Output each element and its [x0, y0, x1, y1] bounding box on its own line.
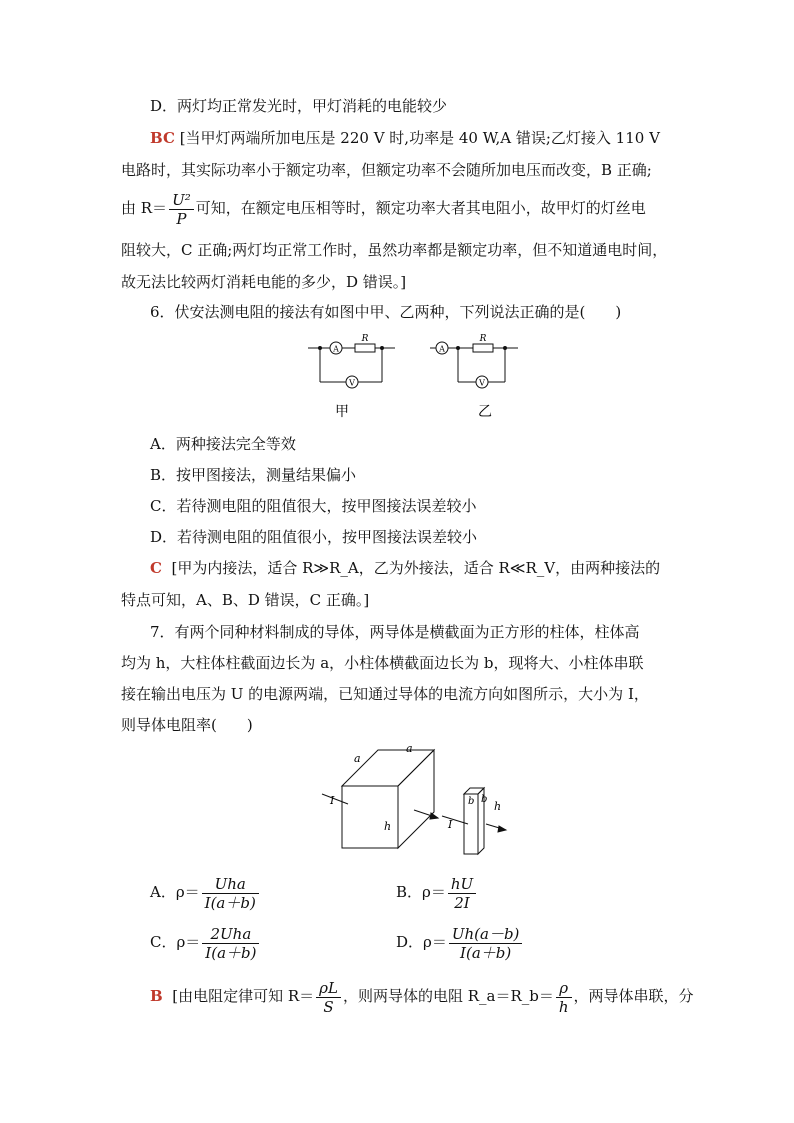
q7-opt-b-den: 2I: [454, 893, 470, 912]
q7-stem-2: 均为 h，大柱体柱截面边长为 a，小柱体横截面边长为 b，现将大、小柱体串联: [121, 654, 644, 672]
label-h-small: h: [494, 800, 502, 813]
figure-label-jia: 甲: [335, 404, 349, 420]
voltmeter-label-jia: V: [349, 378, 355, 388]
resistor-label-yi: R: [479, 334, 487, 344]
q7-option-b: [396, 872, 478, 912]
q5-answer: BC: [150, 129, 175, 147]
q7-exp-den-1: S: [323, 997, 334, 1016]
q7-opt-b-num: hU: [448, 875, 476, 894]
q7-opt-c-den: I(a＋b): [205, 943, 257, 962]
q7-option-c: [150, 922, 261, 962]
q6-explanation-2: 特点可知，A、B、D 错误，C 正确。]: [121, 591, 370, 609]
q7-opt-a-label: A．ρ＝: [150, 883, 200, 901]
q7-exp-frac-1: [316, 979, 341, 1016]
q7-exp-frac-2: [556, 979, 572, 1016]
q7-opt-b-label: B．ρ＝: [396, 883, 446, 901]
q7-opt-d-frac: [449, 925, 523, 962]
q7-answer: B: [150, 987, 163, 1005]
q7-exp-mid: ，则两导体的电阻 R_a＝R_b＝: [342, 987, 554, 1005]
q5-fraction: [169, 191, 194, 228]
q7-opt-c-num: 2Uha: [202, 925, 259, 944]
q5-explanation-3: [121, 188, 646, 228]
q7-conductor-figure: [318, 742, 518, 857]
q7-stem-4: 则导体电阻率( ): [121, 716, 253, 734]
q5-explanation-2: 电路时，其实际功率小于额定功率，但额定功率不会随所加电压而改变，B 正确;: [121, 161, 652, 179]
q6-answer: C: [150, 559, 162, 577]
q7-stem-1: 7．有两个同种材料制成的导体，两导体是横截面为正方形的柱体，柱体高: [150, 623, 640, 641]
q5-frac-num: U²: [169, 191, 194, 210]
q7-exp-den-2: h: [558, 997, 569, 1016]
q6-option-c: C．若待测电阻的阻值很大，按甲图接法误差较小: [150, 497, 477, 515]
label-a-top: a: [406, 742, 413, 755]
q5-frac-den: P: [176, 209, 187, 228]
q7-opt-d-num: Uh(a－b): [449, 925, 523, 944]
q6-explanation-1: [甲为内接法，适合 R≫R_A，乙为外接法，适合 R≪R_V，由两种接法的: [171, 559, 661, 577]
figure-label-yi: 乙: [478, 404, 492, 420]
q7-opt-c-frac: [202, 925, 259, 962]
q5-explanation-1: [当甲灯两端所加电压是 220 V 时,功率是 40 W,A 错误;乙灯接入 110 V: [179, 129, 660, 147]
q7-opt-b-frac: [448, 875, 476, 912]
q7-stem-3: 接在输出电压为 U 的电源两端，已知通过导体的电流方向如图所示，大小为 I，: [121, 685, 649, 703]
q7-opt-a-num: Uha: [202, 875, 259, 894]
label-b-2: b: [481, 794, 488, 805]
q7-exp-num-1: ρL: [316, 979, 341, 998]
q7-opt-d-den: I(a＋b): [460, 943, 512, 962]
q7-opt-a-den: I(a＋b): [204, 893, 256, 912]
q6-option-b: B．按甲图接法，测量结果偏小: [150, 466, 357, 484]
q5-answer-line: [150, 128, 660, 148]
q5-option-d: D．两灯均正常发光时，甲灯消耗的电能较少: [150, 97, 448, 115]
label-b-1: b: [468, 796, 475, 807]
q7-option-a: [150, 872, 261, 912]
ammeter-label-jia: A: [333, 344, 339, 354]
label-a-left: a: [354, 752, 361, 765]
q6-answer-line: [150, 558, 660, 578]
q5-explanation-4: 阻较大，C 正确;两灯均正常工作时，虽然功率都是额定功率，但不知道通电时间，: [121, 241, 668, 259]
q7-answer-line: [150, 976, 694, 1016]
q5-exp3-pre: 由 R＝: [121, 199, 168, 217]
q5-explanation-5: 故无法比较两灯消耗电能的多少，D 错误。]: [121, 273, 407, 291]
q7-exp-pre: [由电阻定律可知 R＝: [172, 987, 315, 1005]
q7-opt-a-frac: [202, 875, 259, 912]
q7-option-d: [396, 922, 524, 962]
q7-opt-d-label: D．ρ＝: [396, 933, 447, 951]
label-I-left: I: [330, 794, 335, 807]
q7-exp-post: ，两导体串联，分: [573, 987, 694, 1005]
voltmeter-label-yi: V: [479, 378, 485, 388]
q6-option-a: A．两种接法完全等效: [150, 435, 296, 453]
ammeter-label-yi: A: [439, 344, 445, 354]
label-I-right: I: [448, 818, 453, 831]
label-h-large: h: [384, 820, 392, 833]
q6-stem: 6．伏安法测电阻的接法有如图中甲、乙两种，下列说法正确的是( ): [150, 303, 622, 321]
q7-exp-num-2: ρ: [556, 979, 572, 998]
q6-option-d: D．若待测电阻的阻值很小，按甲图接法误差较小: [150, 528, 478, 546]
q6-circuit-figure: [300, 330, 530, 420]
q7-opt-c-label: C．ρ＝: [150, 933, 201, 951]
q5-exp3-post: 可知，在额定电压相等时，额定功率大者其电阻小，故甲灯的灯丝电: [195, 199, 646, 217]
resistor-label-jia: R: [361, 334, 369, 344]
